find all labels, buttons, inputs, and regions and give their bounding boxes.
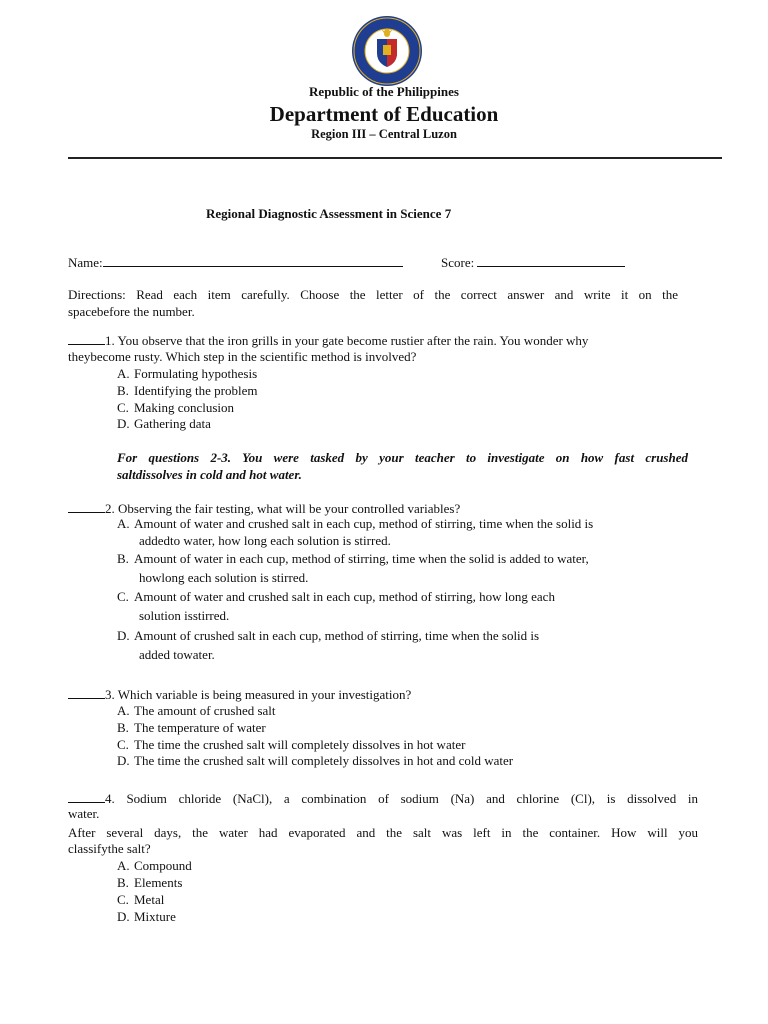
question-4-line-3: After several days, the water had evaporated and the salt was left in the container. How will you (68, 825, 698, 840)
question-1 (68, 332, 588, 349)
q2-option-b: B. Amount of water in each cup, method of stirring, time when the solid is added to water, (117, 551, 589, 566)
header-republic: Republic of the Philippines (309, 84, 459, 99)
name-blank[interactable] (103, 254, 403, 267)
q2-option-c: C. Amount of water and crushed salt in each cup, method of stirring, how long each (117, 589, 555, 604)
q4-option-d: D. Mixture (117, 909, 176, 924)
directions-line-1: Directions: Read each item carefully. Choose the letter of the correct answer and write it on the (68, 287, 678, 302)
q4-option-a: A. Compound (117, 858, 192, 873)
q2-option-b-cont: howlong each solution is stirred. (139, 570, 309, 585)
name-field (68, 254, 403, 271)
q3-option-a: A. The amount of crushed salt (117, 703, 276, 718)
score-field (441, 254, 625, 271)
answer-blank-2[interactable] (68, 500, 105, 513)
note-line-1: For questions 2-3. You were tasked by your teacher to investigate on how fast crushed (117, 450, 688, 465)
answer-blank-4[interactable] (68, 790, 105, 803)
question-3-text: 3. Which variable is being measured in your investigation? (105, 687, 412, 702)
q2-option-d-cont: added towater. (139, 647, 215, 662)
question-4-line-4: classifythe salt? (68, 841, 151, 856)
answer-blank-3[interactable] (68, 686, 105, 699)
q1-option-a: A. Formulating hypothesis (117, 366, 258, 381)
q1-option-c: C. Making conclusion (117, 400, 235, 415)
q1-option-d: D. Gathering data (117, 416, 211, 431)
q2-option-d: D. Amount of crushed salt in each cup, method of stirring, time when the solid is (117, 628, 540, 643)
q4-option-c: C. Metal (117, 892, 165, 907)
question-4-line-1: 4. Sodium chloride (NaCl), a combination of sodium (Na) and chlorine (Cl), is dissolved in (105, 791, 698, 806)
question-2 (68, 500, 460, 517)
q3-option-b: B. The temperature of water (117, 720, 266, 735)
question-2-text: 2. Observing the fair testing, what will be your controlled variables? (105, 501, 461, 516)
assessment-title: Regional Diagnostic Assessment in Science 7 (206, 206, 452, 221)
question-4-line-2: water. (68, 806, 100, 821)
q2-option-c-cont: solution isstirred. (139, 608, 230, 623)
name-label: Name: (68, 255, 103, 270)
question-1-line-1: 1. You observe that the iron grills in your gate become rustier after the rain. You wonder why (105, 333, 589, 348)
answer-blank-1[interactable] (68, 332, 105, 345)
deped-seal-icon (351, 15, 423, 87)
q3-option-c: C. The time the crushed salt will completely dissolves in hot water (117, 737, 466, 752)
q2-option-a: A. Amount of water and crushed salt in each cup, method of stirring, time when the solid is (117, 516, 594, 531)
header-department: Department of Education (269, 102, 499, 126)
header-rule (68, 157, 722, 159)
question-4 (68, 790, 698, 807)
note-line-2: saltdissolves in cold and hot water. (117, 467, 302, 482)
q3-option-d: D. The time the crushed salt will completely dissolves in hot and cold water (117, 753, 514, 768)
score-blank[interactable] (477, 254, 625, 267)
score-label: Score: (441, 255, 475, 270)
q1-option-b: B. Identifying the problem (117, 383, 258, 398)
header-region: Region III – Central Luzon (311, 127, 457, 141)
q4-option-b: B. Elements (117, 875, 183, 890)
q2-option-a-cont: addedto water, how long each solution is stirred. (139, 533, 391, 548)
directions-line-2: spacebefore the number. (68, 304, 195, 319)
question-1-line-2: theybecome rusty. Which step in the scientific method is involved? (68, 349, 417, 364)
question-3 (68, 686, 411, 703)
